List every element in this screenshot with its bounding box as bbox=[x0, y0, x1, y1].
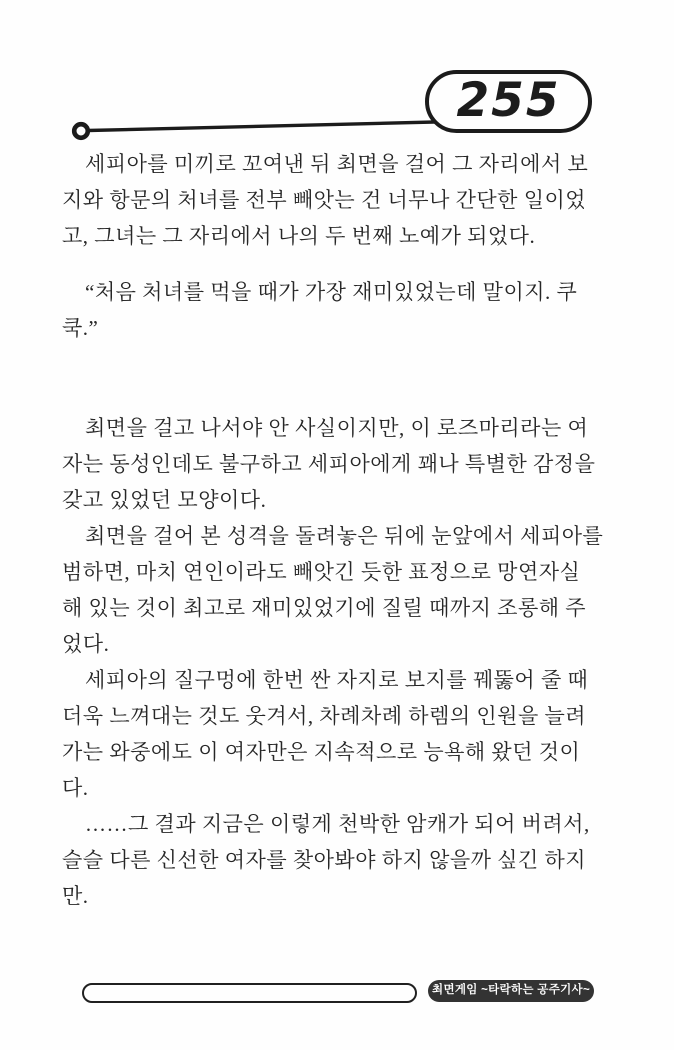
text-line: 고, 그녀는 그 자리에서 나의 두 번째 노예가 되었다. bbox=[62, 224, 536, 248]
paragraph bbox=[62, 274, 614, 346]
text-line: ……그 결과 지금은 이렇게 천박한 암캐가 되어 버려서, bbox=[85, 812, 590, 836]
paragraph bbox=[62, 518, 614, 662]
text-line: 쿡.” bbox=[62, 316, 99, 340]
header-rule-line bbox=[88, 122, 455, 131]
text-line: 었다. bbox=[62, 632, 110, 656]
text-line: 지와 항문의 처녀를 전부 빼앗는 건 너무나 간단한 일이었 bbox=[62, 188, 587, 212]
body-text-container bbox=[62, 146, 614, 914]
paragraph bbox=[62, 146, 614, 254]
text-line: 갖고 있었던 모양이다. bbox=[62, 488, 267, 512]
text-line: 세피아의 질구멍에 한번 싼 자지로 보지를 꿰뚫어 줄 때 bbox=[85, 668, 589, 692]
text-line: 해 있는 것이 최고로 재미있었기에 질릴 때까지 조롱해 주 bbox=[62, 596, 587, 620]
text-line: “처음 처녀를 먹을 때가 가장 재미있었는데 말이지. 쿠 bbox=[85, 280, 578, 304]
text-line: 최면을 걸어 본 성격을 돌려놓은 뒤에 눈앞에서 세피아를 bbox=[85, 524, 604, 548]
text-line: 다. bbox=[62, 776, 89, 800]
paragraph bbox=[62, 806, 614, 914]
page-number: 255 bbox=[456, 72, 561, 128]
text-line: 슬슬 다른 신선한 여자를 찾아봐야 하지 않을까 싶긴 하지 bbox=[62, 848, 587, 872]
text-line: 더욱 느껴대는 것도 웃겨서, 차례차례 하렘의 인원을 늘려 bbox=[62, 704, 587, 728]
footer-decoration-pill bbox=[82, 983, 417, 1003]
text-line: 범하면, 마치 연인이라도 빼앗긴 듯한 표정으로 망연자실 bbox=[62, 560, 581, 584]
series-title: 최면게임 ~타락하는 공주기사~ bbox=[432, 983, 590, 996]
header-line-end-circle bbox=[74, 124, 88, 138]
text-line: 자는 동성인데도 불구하고 세피아에게 꽤나 특별한 감정을 bbox=[62, 452, 596, 476]
text-line: 만. bbox=[62, 884, 89, 908]
paragraph bbox=[62, 410, 614, 518]
paragraph bbox=[62, 662, 614, 806]
text-line: 최면을 걸고 나서야 안 사실이지만, 이 로즈마리라는 여 bbox=[85, 416, 589, 440]
series-title-badge bbox=[428, 980, 594, 1002]
text-line: 가는 와중에도 이 여자만은 지속적으로 능욕해 왔던 것이 bbox=[62, 740, 581, 764]
page-number-badge bbox=[425, 70, 592, 133]
text-line: 세피아를 미끼로 꼬여낸 뒤 최면을 걸어 그 자리에서 보 bbox=[85, 152, 589, 176]
